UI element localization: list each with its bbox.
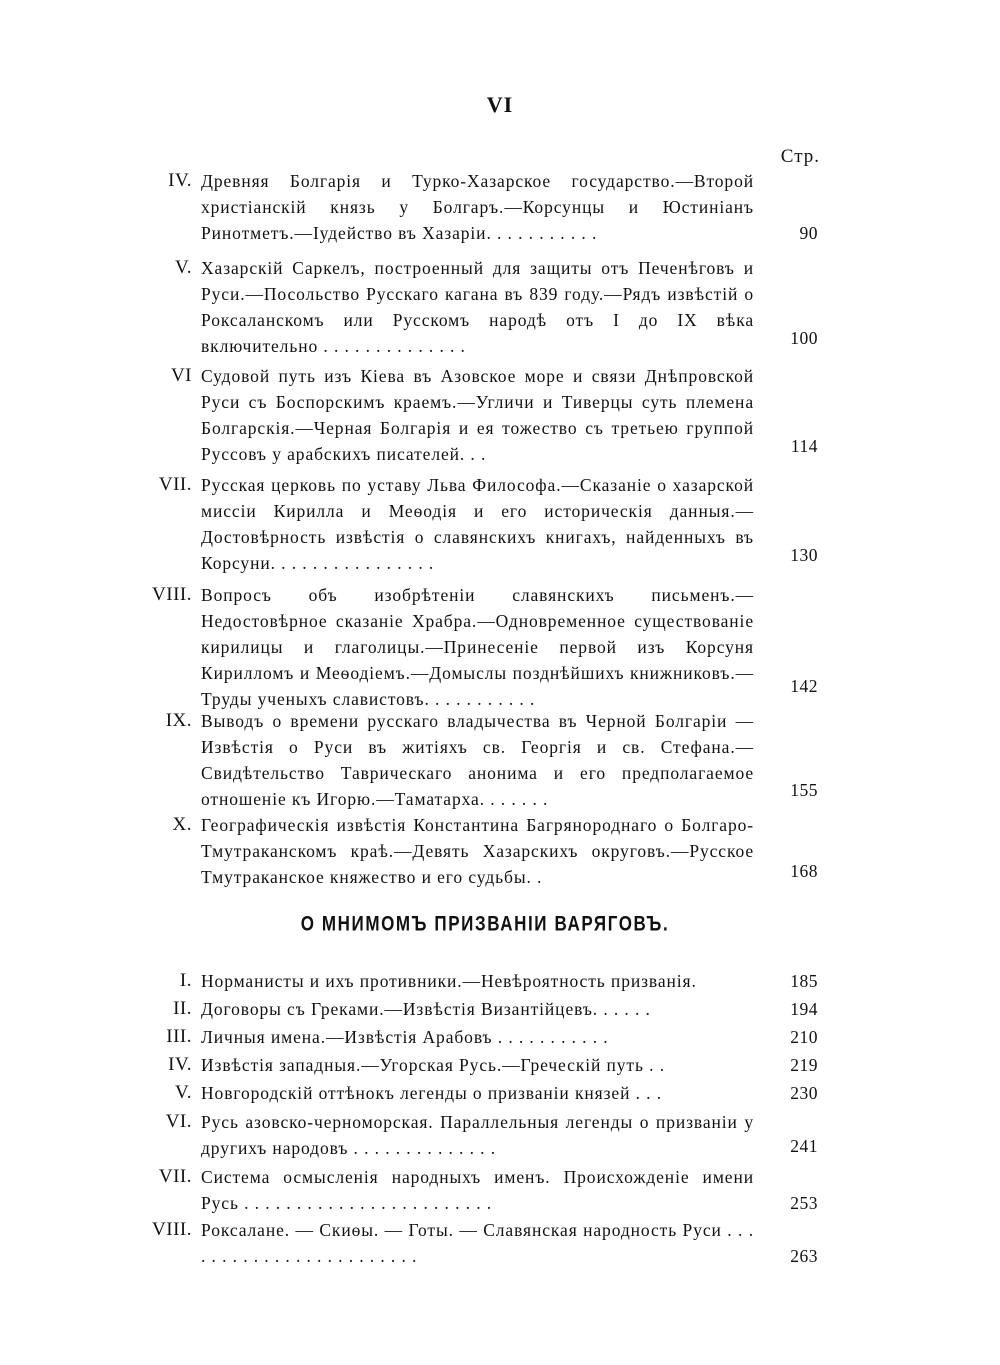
entry-number: II. [173, 998, 192, 1019]
entry-number: V. [174, 257, 192, 278]
entry-number: X. [172, 814, 192, 835]
entry-page: 210 [790, 1027, 818, 1047]
page-column-label: Стр. [780, 146, 820, 167]
entry-text: Русская церковь по уставу Льва Философа.—Сказаніе о хазарской миссіи Кирилла и Меѳодія и его историческія данныя.—Достовѣрность извѣстія о славянскихъ книгахъ, найденныхъ въ Корсуни. . . . . . . . . . . . . . . . [201, 475, 754, 573]
entry-page: 130 [790, 545, 818, 565]
entry-number: IX. [165, 710, 192, 731]
entry-text: Судовой путь изъ Кіева въ Азовское море и связи Днѣпровской Руси съ Боспорскимъ краемъ.—Угличи и Тиверцы суть племена Болгарскія.—Черная Болгарія и ея тожество съ третьею группой Руссовъ у арабскихъ писателей. . . [201, 366, 754, 464]
entry-text: Система осмысленія народныхъ именъ. Происхожденіе имени Русь . . . . . . . . . . . . . . . . . . . . . . . . [201, 1167, 754, 1213]
entry-number: IV. [168, 1054, 192, 1075]
entry-text: Личныя имена.—Извѣстія Арабовъ . . . . . . . . . . . [201, 1027, 609, 1047]
entry-page: 142 [790, 676, 818, 696]
entry-page: 90 [799, 223, 818, 243]
entry-page: 168 [790, 861, 818, 881]
entry-number: VII. [158, 1166, 192, 1187]
entry-text: Извѣстія западныя.—Угорская Русь.—Греческій путь . . [201, 1055, 665, 1075]
entry-text: Новгородскій оттѣнокъ легенды о призваніи князей . . . [201, 1083, 662, 1103]
entry-page: 155 [790, 780, 818, 800]
entry-text: Древняя Болгарія и Турко-Хазарское государство.—Второй христіанскій князь у Болгаръ.—Корсунцы и Юстиніанъ Ринотметъ.—Іудейство въ Хазаріи. . . . . . . . . . . [201, 171, 754, 243]
entry-page: 114 [790, 436, 818, 456]
page-number: VI [486, 92, 514, 117]
entry-number: VI [170, 365, 192, 386]
entry-text: Норманисты и ихъ противники.—Невѣроятность призванія. [201, 971, 697, 991]
entry-page: 263 [790, 1246, 818, 1266]
entry-page: 100 [790, 328, 818, 348]
entry-number: VII. [158, 474, 192, 495]
entry-text: Договоры съ Греками.—Извѣстія Византійцевъ. . . . . . [201, 999, 651, 1019]
section-title: О МНИМОМЪ ПРИЗВАНІИ ВАРЯГОВЪ. [300, 911, 670, 936]
entry-page: 230 [790, 1083, 818, 1103]
entry-number: I. [179, 970, 192, 991]
entry-page: 185 [790, 971, 818, 991]
entry-text: Русь азовско-черноморская. Параллельныя легенды о призваніи у другихъ народовъ . . . . . . . . . . . . . . [201, 1112, 754, 1158]
entry-number: V. [174, 1082, 192, 1103]
entry-text: Роксалане. — Скиѳы. — Готы. — Славянская народность Руси . . . . . . . . . . . . . . . . . . . . . . . . [201, 1220, 754, 1266]
entry-text: Географическія извѣстія Константина Багрянороднаго о Болгаро-Тмутраканскомъ краѣ.—Девять Хазарскихъ округовъ.—Русское Тмутраканское княжество и его судьбы. . [201, 815, 754, 887]
entry-text: Хазарскій Саркелъ, построенный для защиты отъ Печенѣговъ и Руси.—Посольство Русскаго кагана въ 839 году.—Рядъ извѣстій о Роксаланскомъ или Русскомъ народѣ отъ I до IX вѣка включительно . . . . . . . . . . . . . . [201, 258, 754, 356]
entry-page: 253 [790, 1193, 818, 1213]
entry-number: VI. [165, 1111, 192, 1132]
entry-page: 194 [790, 999, 818, 1019]
entry-text: Вопросъ объ изобрѣтеніи славянскихъ письменъ.—Недостовѣрное сказаніе Храбра.—Одновременное существованіе кирилицы и глаголицы.—Принесеніе первой изъ Корсуня Кирилломъ и Меѳодіемъ.—Домыслы позднѣйшихъ книжниковъ.—Труды ученыхъ славистовъ. . . . . . . . . . . [201, 585, 754, 709]
entry-number: IV. [168, 170, 192, 191]
entry-page: 219 [790, 1055, 818, 1075]
entry-text: Выводъ о времени русскаго владычества въ Черной Болгаріи —Извѣстія о Руси въ житіяхъ св. Георгія и св. Стефана.—Свидѣтельство Таврическаго анонима и его предполагаемое отношеніе къ Игорю.—Таматарха. . . . . . . [201, 711, 754, 809]
entry-number: VIII. [152, 584, 192, 605]
entry-number: VIII. [152, 1219, 192, 1240]
entry-number: III. [166, 1026, 192, 1047]
entry-page: 241 [790, 1136, 818, 1156]
